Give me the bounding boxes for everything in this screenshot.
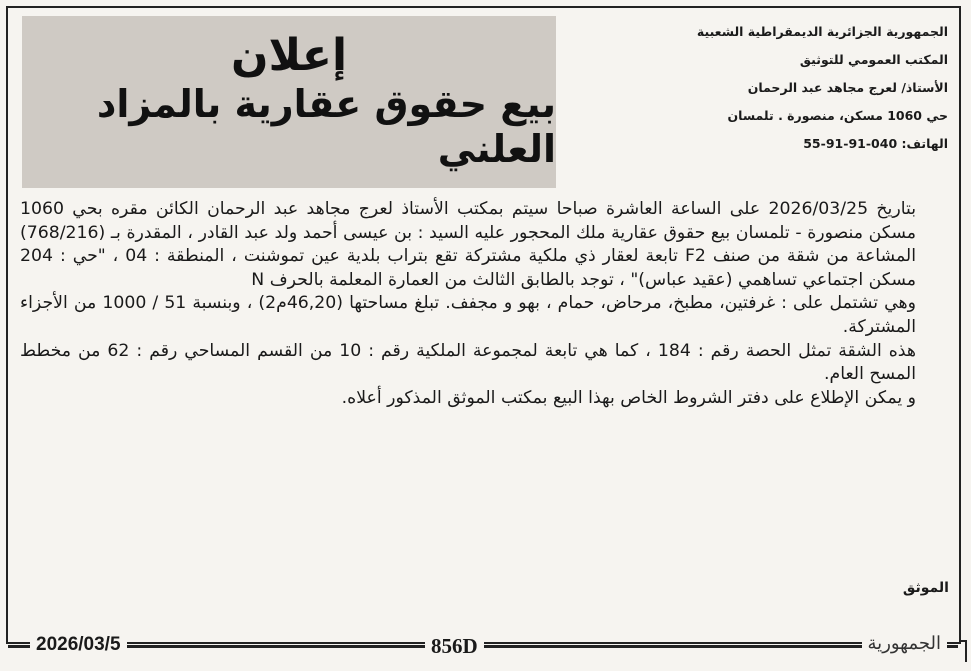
office-line-address: حي 1060 مسكن، منصورة . تلمسان (727, 108, 948, 123)
paragraph-conditions: و يمكن الإطلاع على دفتر الشروط الخاص بهذا البيع بمكتب الموثق المذكور أعلاه. (341, 387, 916, 408)
announcement-body (20, 198, 942, 410)
notary-signature: الموثق (902, 580, 949, 596)
office-line-notary: الأستاذ/ لعرج مجاهد عبد الرحمان (747, 80, 948, 95)
paragraph-sale-details: بتاريخ 2026/03/25 على الساعة العاشرة صباحا سيتم بمكتب الأستاذ لعرج مجاهد عبد الرحمان الكائن مقره بحي 1060 مسكن منصورة - تلمسان بيع حقوق عقارية ملك المحجور عليه السيد : بن عيسى أحمد ولد عبد القادر ، المقدرة بـ (768/216) المشاعة من شقة من صنف F2 تابعة لعقار ذي ملكية مشتركة تقع بتراب بلدية عين تموشنت ، المنطقة : 04 ، "حي : 204 مسكن اجتماعي تساهمي (عقيد عباس)" ، توجد بالطابق الثالث من العمارة المعلمة بالحرف N (20, 199, 917, 290)
notary-office-block (588, 18, 948, 158)
title-box (22, 16, 556, 188)
footer-date: 2026/03/5 (30, 634, 127, 656)
newspaper-footer (0, 630, 971, 662)
announcement-header (14, 14, 954, 186)
title-announcement: إعلان (230, 30, 348, 82)
paragraph-apartment-description: وهي تشتمل على : غرفتين، مطبخ، مرحاض، حمام ، بهو و مجفف. تبلغ مساحتها (46,20م2) ، وبنسبة 51 / 1000 من الأجزاء المشتركة. (20, 293, 917, 337)
corner-mark (959, 640, 967, 662)
title-auction-sale: بيع حقوق عقارية بالمزاد العلني (96, 81, 556, 172)
office-line-phone: الهاتف: 040-91-91-55 (803, 136, 948, 151)
office-line-office: المكتب العمومي للتوثيق (799, 52, 948, 67)
footer-ad-code: 856D (425, 634, 484, 659)
paragraph-cadastral-info: هذه الشقة تمثل الحصة رقم : 184 ، كما هي تابعة لمجموعة الملكية رقم : 10 من القسم المساحي رقم : 62 من مخطط المسح العام. (20, 340, 916, 385)
newspaper-logo: الجمهورية (862, 633, 947, 654)
office-line-republic: الجمهورية الجزائرية الديمقراطية الشعبية (696, 24, 948, 39)
